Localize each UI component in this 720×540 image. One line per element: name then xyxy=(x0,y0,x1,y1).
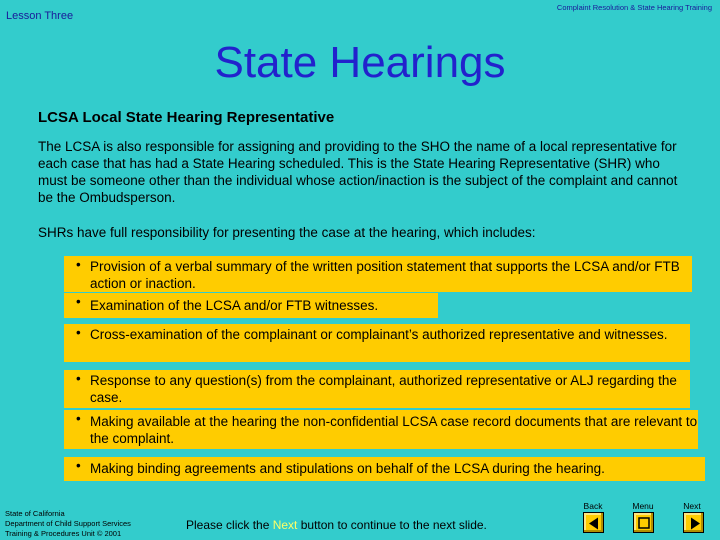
org-line: State of California xyxy=(5,509,65,518)
next-label: Next xyxy=(683,501,701,511)
back-label: Back xyxy=(583,501,603,511)
prompt-next-highlight: Next xyxy=(272,518,298,532)
bullet-box xyxy=(64,324,690,362)
organization-credit xyxy=(5,509,131,539)
menu-label: Menu xyxy=(632,501,654,511)
intro-paragraph: The LCSA is also responsible for assigning and providing to the SHO the name of a local representative for each case that has had a State Hearing scheduled. This is the State Hearing Representative (SHR) who must be someone other than the individual whose action/inaction is the subject of the complaint and cannot be the Ombudsperson. xyxy=(38,139,678,205)
org-line: Department of Child Support Services xyxy=(5,519,131,528)
bullet-item: • Response to any question(s) from the complainant, authorized representative or ALJ regarding the case. xyxy=(64,370,690,406)
back-button[interactable] xyxy=(583,512,604,533)
back-arrow-icon xyxy=(584,513,605,534)
bullet-item: • Provision of a verbal summary of the written position statement that supports the LCSA and/or FTB action or inaction. xyxy=(64,256,692,292)
prompt-text-after: button to continue to the next slide. xyxy=(297,518,487,532)
bullet-item: • Making binding agreements and stipulations on behalf of the LCSA during the hearing. xyxy=(64,457,705,477)
bullet-box xyxy=(64,410,698,449)
next-slide-prompt xyxy=(186,518,487,532)
slide-title: State Hearings xyxy=(214,38,506,87)
org-line: Training & Procedures Unit © 2001 xyxy=(5,529,122,538)
prompt-text-before: Please click the xyxy=(186,518,273,532)
course-title: Complaint Resolution & State Hearing Training xyxy=(556,3,712,12)
menu-square-icon xyxy=(634,513,655,534)
bullet-box xyxy=(64,457,705,481)
bullet-item: • Making available at the hearing the non-confidential LCSA case record documents that are relevant to the complaint. xyxy=(64,410,698,447)
responsibility-paragraph: SHRs have full responsibility for presenting the case at the hearing, which includes: xyxy=(38,225,536,240)
bullet-box xyxy=(64,293,438,318)
bullet-item: • Examination of the LCSA and/or FTB witnesses. xyxy=(64,293,438,314)
bullet-item: • Cross-examination of the complainant or complainant’s authorized representative and witnesses. xyxy=(64,324,690,343)
menu-button[interactable] xyxy=(633,512,654,533)
bullet-box xyxy=(64,256,692,292)
slide-subtitle: LCSA Local State Hearing Representative xyxy=(38,109,335,126)
bullet-box xyxy=(64,370,690,408)
next-button[interactable] xyxy=(683,512,704,533)
lesson-label: Lesson Three xyxy=(6,10,74,22)
next-arrow-icon xyxy=(684,513,705,534)
